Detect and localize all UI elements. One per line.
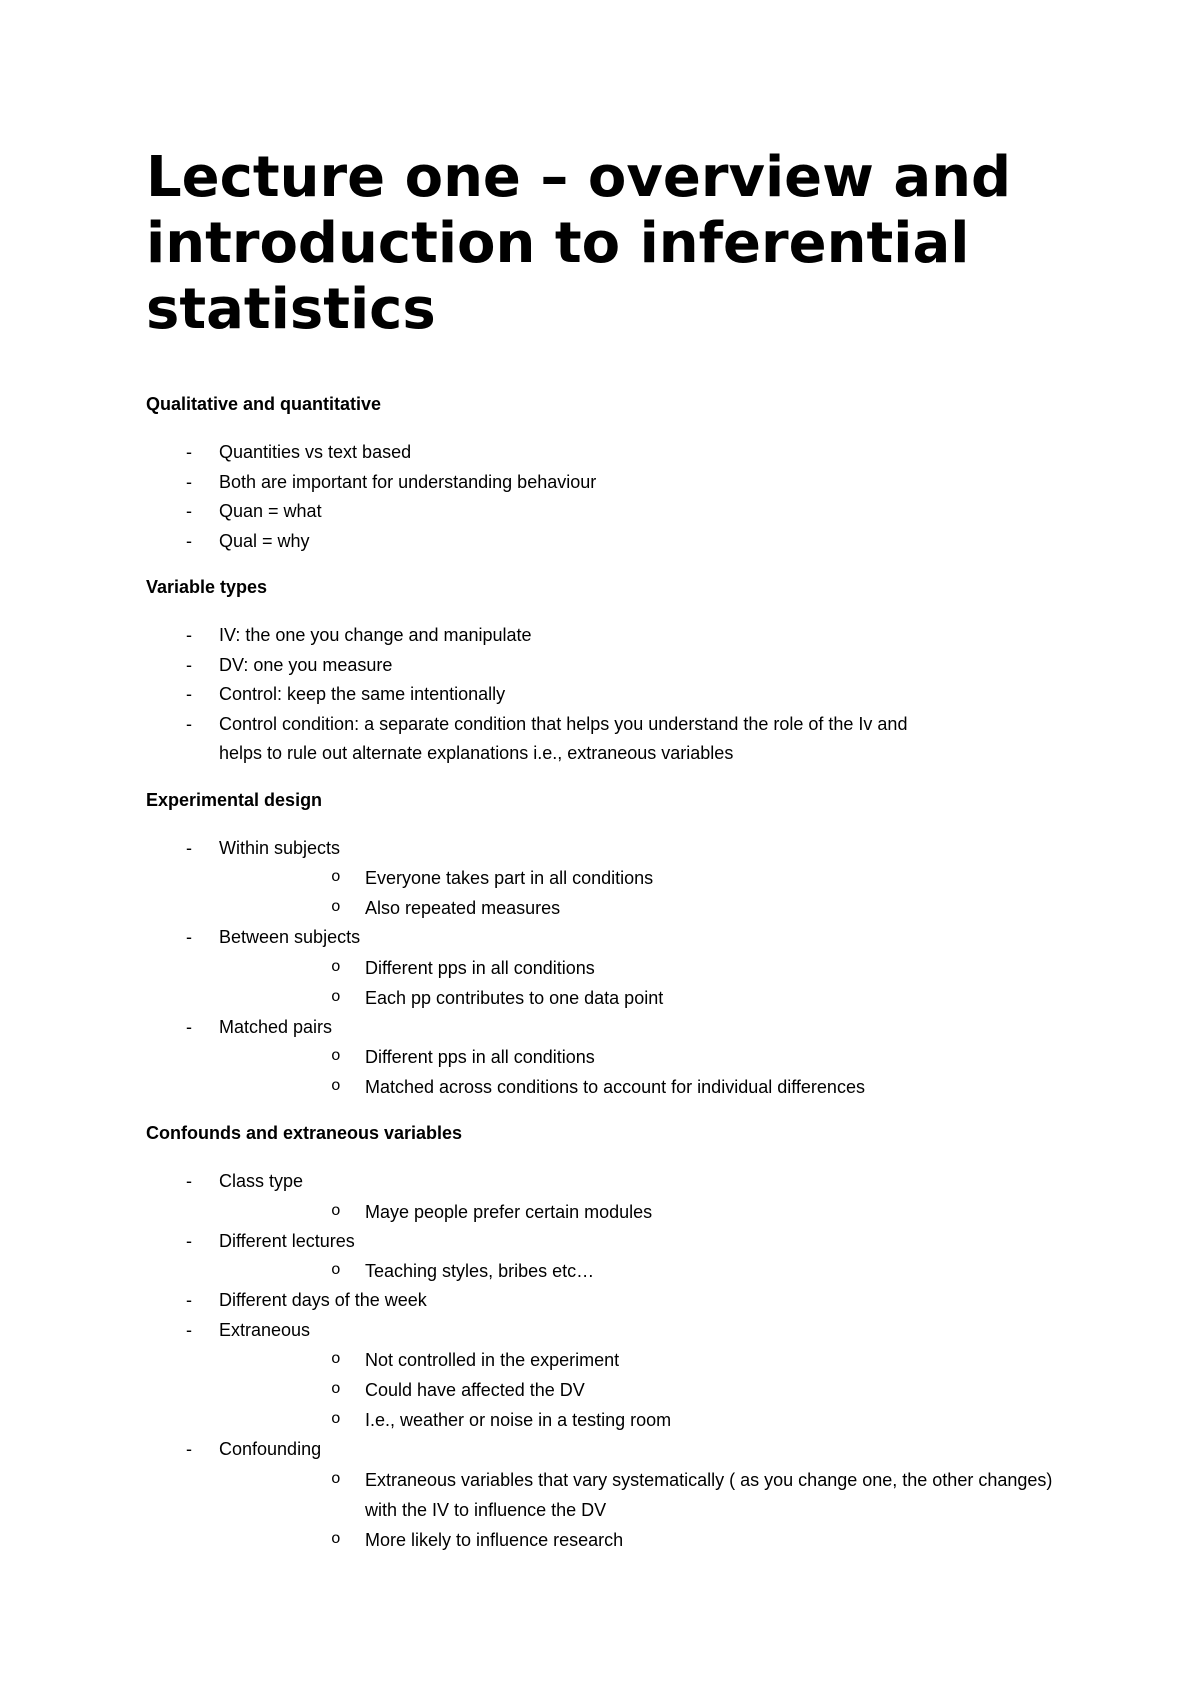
list-item-text: Confounding [219, 1439, 322, 1459]
sub-list-item [219, 1197, 1086, 1227]
sub-list-item [219, 1042, 1086, 1072]
circle-bullet: o [331, 1047, 341, 1065]
sub-list-item-text-continued: with the IV to influence the DV [365, 1499, 607, 1520]
sub-list-item [219, 953, 1086, 983]
dash-bullet: - [186, 1171, 192, 1191]
list-item [146, 1227, 1086, 1287]
sub-list-item [219, 1405, 1086, 1435]
sub-list-item [219, 1525, 1086, 1555]
sub-list-item [219, 1345, 1086, 1375]
dash-bullet: - [186, 713, 192, 734]
list-item-text: Between subjects [219, 927, 361, 947]
circle-bullet: o [331, 1529, 341, 1548]
list-item-text-continued: helps to rule out alternate explanations i.e., extraneous variables [219, 743, 734, 763]
sub-list-item-text: Also repeated measures [365, 898, 561, 918]
sub-list-item [219, 863, 1086, 893]
dash-bullet: - [186, 1319, 192, 1340]
bullet-list [146, 621, 1086, 769]
dash-bullet: - [186, 471, 192, 492]
list-item-text: Quantities vs text based [219, 442, 412, 462]
circle-bullet: o [331, 898, 341, 916]
sub-list-item-text: Not controlled in the experiment [365, 1350, 620, 1370]
list-item [146, 1013, 1086, 1103]
sub-list-item-text: Different pps in all conditions [365, 1047, 595, 1067]
circle-bullet: o [331, 987, 341, 1006]
sub-list [219, 1465, 1086, 1555]
circle-bullet: o [331, 1077, 341, 1095]
section [146, 393, 1086, 556]
sub-list-item [219, 1375, 1086, 1405]
sub-list-item-text: Matched across conditions to account for individual differences [365, 1077, 865, 1097]
sub-list-item-text: Could have affected the DV [365, 1380, 585, 1400]
sub-list-item-text: Different pps in all conditions [365, 957, 595, 978]
list-item [146, 497, 1086, 527]
section [146, 789, 1086, 1103]
list-item-text: Control condition: a separate condition that helps you understand the role of the Iv and [219, 713, 908, 734]
section-heading: Qualitative and quantitative [146, 394, 382, 414]
sub-list-item [219, 1072, 1086, 1102]
list-item [146, 834, 1086, 924]
list-item-text: Matched pairs [219, 1016, 333, 1037]
dash-bullet: - [186, 927, 192, 947]
list-item-text: Both are important for understanding behaviour [219, 471, 597, 492]
list-item-text: Within subjects [219, 837, 341, 858]
list-item [146, 1286, 1086, 1316]
list-item-text: Different days of the week [219, 1290, 427, 1310]
section-heading: Confounds and extraneous variables [146, 1123, 463, 1143]
circle-bullet: o [331, 868, 341, 886]
list-item-text: IV: the one you change and manipulate [219, 625, 532, 645]
title-line-1: Lecture one – overview and [146, 145, 1012, 210]
sub-list-item-text: Extraneous variables that vary systematically ( as you change one, the other changes) [365, 1469, 1053, 1490]
sub-list [219, 1042, 1086, 1102]
list-item [146, 468, 1086, 498]
list-item [146, 651, 1086, 681]
document-body [146, 393, 1086, 1575]
section-heading: Experimental design [146, 789, 323, 810]
circle-bullet: o [331, 957, 341, 976]
sub-list-item [219, 983, 1086, 1013]
dash-bullet: - [186, 654, 192, 675]
circle-bullet: o [331, 1350, 341, 1368]
dash-bullet: - [186, 625, 192, 645]
list-item [146, 1167, 1086, 1227]
list-item-text: Qual = why [219, 530, 310, 551]
dash-bullet: - [186, 530, 192, 551]
dash-bullet: - [186, 442, 192, 462]
section-heading: Variable types [146, 577, 268, 597]
bullet-list [146, 1167, 1086, 1555]
dash-bullet: - [186, 684, 192, 704]
sub-list [219, 1197, 1086, 1227]
sub-list [219, 863, 1086, 923]
sub-list-item-text: Everyone takes part in all conditions [365, 868, 654, 888]
list-item [146, 621, 1086, 651]
list-item [146, 710, 1086, 769]
sub-list-item-text: Teaching styles, bribes etc… [365, 1261, 595, 1281]
sub-list-item-text: More likely to influence research [365, 1529, 624, 1550]
title-line-2: introduction to inferential [146, 211, 970, 276]
sub-list [219, 1256, 1086, 1286]
page-title [146, 145, 1126, 343]
sub-list-item [219, 893, 1086, 923]
title-line-3: statistics [146, 277, 436, 342]
circle-bullet: o [331, 1380, 341, 1398]
sub-list-item-text: Maye people prefer certain modules [365, 1201, 653, 1222]
section [146, 576, 1086, 769]
dash-bullet: - [186, 501, 192, 521]
bullet-list [146, 834, 1086, 1103]
list-item [146, 923, 1086, 1013]
dash-bullet: - [186, 837, 192, 858]
dash-bullet: - [186, 1439, 192, 1459]
sub-list [219, 1345, 1086, 1435]
list-item-text: Class type [219, 1171, 304, 1191]
circle-bullet: o [331, 1261, 341, 1279]
list-item-text: Different lectures [219, 1230, 355, 1251]
list-item [146, 1435, 1086, 1555]
list-item [146, 1316, 1086, 1436]
list-item-text: Quan = what [219, 501, 322, 521]
circle-bullet: o [331, 1469, 341, 1488]
list-item-text: Extraneous [219, 1319, 311, 1340]
list-item [146, 680, 1086, 710]
list-item [146, 438, 1086, 468]
sub-list-item [219, 1256, 1086, 1286]
dash-bullet: - [186, 1016, 192, 1037]
dash-bullet: - [186, 1290, 192, 1310]
list-item-text: Control: keep the same intentionally [219, 684, 506, 704]
list-item [146, 527, 1086, 557]
sub-list-item [219, 1465, 1086, 1525]
sub-list [219, 953, 1086, 1013]
sub-list-item-text: I.e., weather or noise in a testing room [365, 1410, 672, 1430]
list-item-text: DV: one you measure [219, 654, 393, 675]
section [146, 1122, 1086, 1555]
circle-bullet: o [331, 1201, 341, 1220]
dash-bullet: - [186, 1230, 192, 1251]
sub-list-item-text: Each pp contributes to one data point [365, 987, 664, 1008]
bullet-list [146, 438, 1086, 556]
circle-bullet: o [331, 1410, 341, 1428]
